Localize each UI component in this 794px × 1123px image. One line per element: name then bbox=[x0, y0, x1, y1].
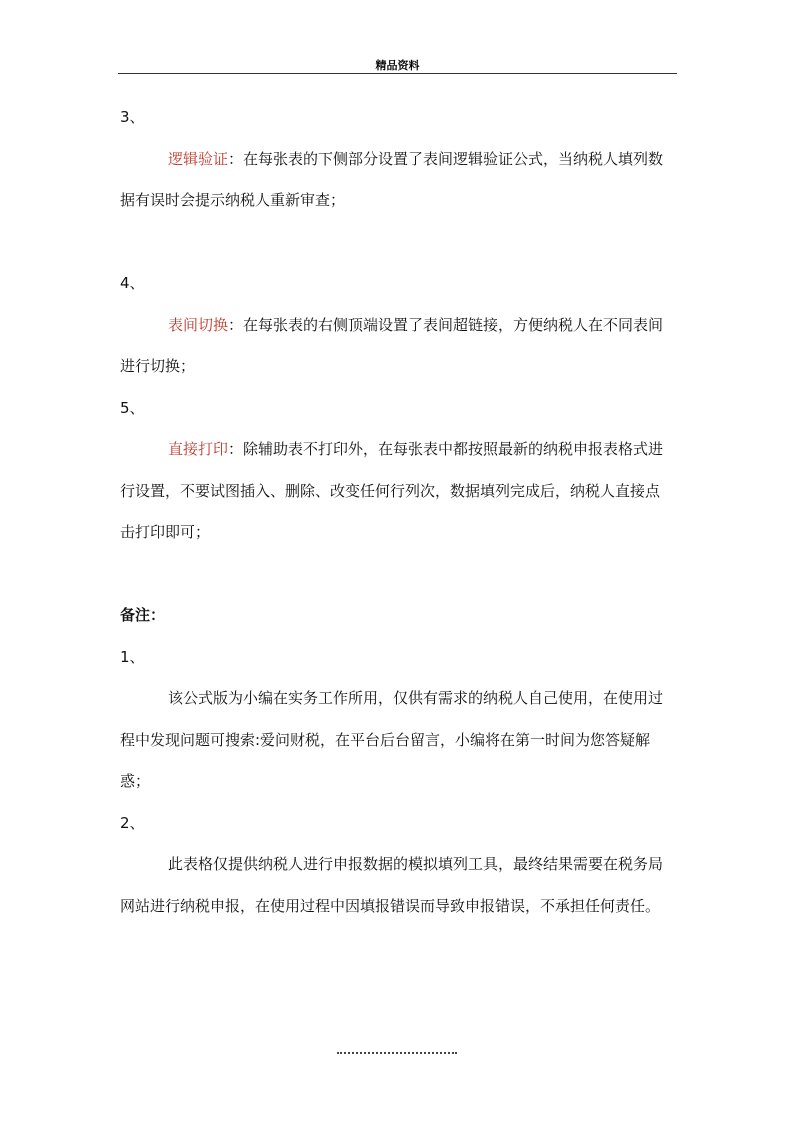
item-text: ：在每张表的下侧部分设置了表间逻辑验证公式，当纳税人填列数据有误时会提示纳税人重新审查； bbox=[120, 149, 664, 209]
spacer bbox=[120, 222, 670, 264]
spacer bbox=[120, 554, 670, 596]
page-header-title: 精品资料 bbox=[375, 59, 420, 72]
note-number: 1、 bbox=[120, 647, 145, 666]
item-term: 直接打印 bbox=[168, 440, 229, 458]
item-number: 5、 bbox=[120, 398, 145, 417]
item-paragraph bbox=[120, 305, 670, 388]
notes-heading: 备注： bbox=[120, 606, 166, 624]
item-paragraph bbox=[120, 429, 670, 554]
item-term: 逻辑验证 bbox=[168, 149, 229, 168]
header-divider bbox=[118, 73, 677, 74]
note-number: 2、 bbox=[120, 813, 145, 832]
note-paragraph: 该公式版为小编在实务工作所用，仅供有需求的纳税人自己使用，在使用过程中发现问题可搜索:爱问财税，在平台后台留言，小编将在第一时间为您答疑解惑； bbox=[120, 689, 664, 790]
footer-dotted-line bbox=[337, 1052, 457, 1056]
item-term: 表间切换 bbox=[168, 315, 229, 334]
note-paragraph: 此表格仅提供纳税人进行申报数据的模拟填列工具，最终结果需要在税务局网站进行纳税申报，在使用过程中因填报错误而导致申报错误，不承担任何责任。 bbox=[120, 855, 664, 915]
item-paragraph bbox=[120, 139, 670, 222]
item-number: 4、 bbox=[120, 274, 145, 292]
item-number: 3、 bbox=[120, 108, 145, 126]
document-body bbox=[120, 97, 670, 927]
item-text: ：除辅助表不打印外，在每张表中都按照最新的纳税申报表格式进行设置，不要试图插入、删除、改变任何行列次，数据填列完成后，纳税人直接点击打印即可； bbox=[120, 440, 664, 541]
item-text: ：在每张表的右侧顶端设置了表间超链接，方便纳税人在不同表间进行切换； bbox=[120, 315, 664, 375]
